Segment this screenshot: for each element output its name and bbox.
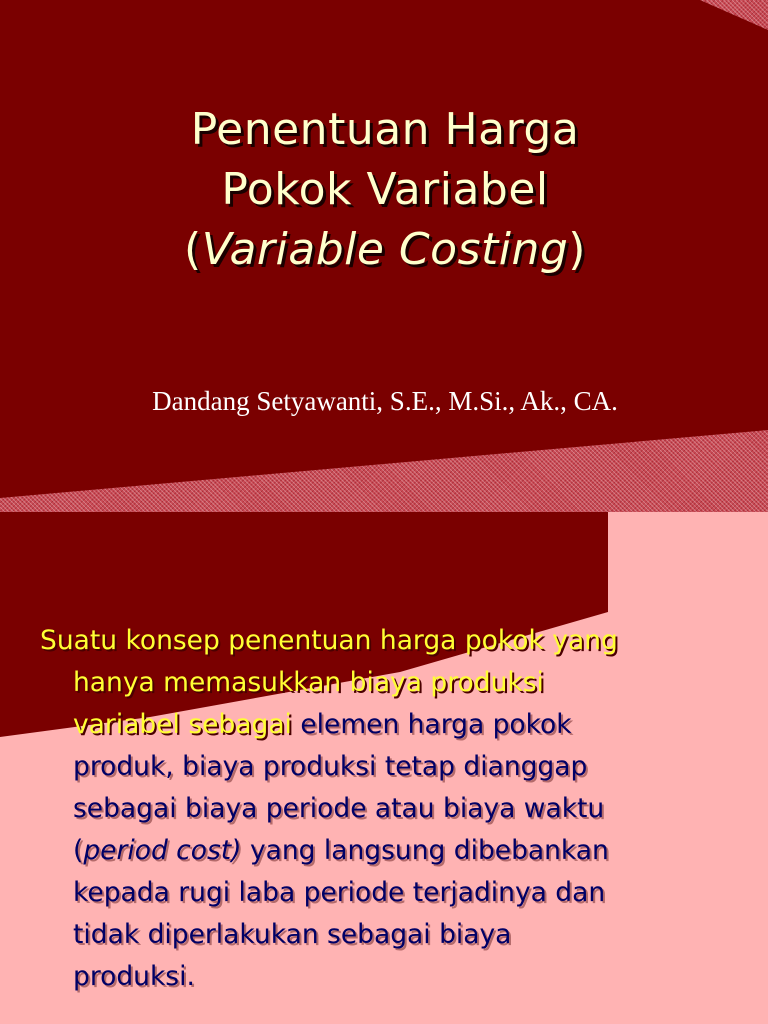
title-line-3-open: ( bbox=[184, 224, 202, 275]
body-line-3-rest: elemen harga pokok bbox=[291, 709, 572, 740]
body-line-4: produk, biaya produksi tetap dianggap bbox=[73, 751, 588, 782]
body-line-6-italic: period cost) bbox=[83, 835, 242, 866]
body-line-7: kepada rugi laba periode terjadinya dan bbox=[73, 877, 606, 908]
body-line-9: produksi. bbox=[73, 961, 195, 992]
body-line-6-open: ( bbox=[73, 835, 84, 866]
definition-slide bbox=[0, 512, 768, 1024]
body-line-2-highlight: hanya memasukkan biaya produksi bbox=[73, 667, 544, 698]
slide-title bbox=[60, 100, 710, 280]
body-line-5: sebagai biaya periode atau biaya waktu bbox=[73, 793, 605, 824]
body-line-1-highlight: Suatu konsep penentuan harga pokok bbox=[40, 625, 544, 656]
body-line-1 bbox=[40, 620, 730, 662]
definition-paragraph bbox=[40, 620, 730, 998]
body-line-1-end: yang bbox=[543, 625, 618, 656]
body-line-3 bbox=[40, 704, 730, 746]
body-line-8: tidak diperlakukan sebagai biaya bbox=[73, 919, 512, 950]
title-line-2: Pokok Variabel bbox=[221, 164, 549, 215]
body-line-2 bbox=[40, 662, 730, 704]
title-line-1: Penentuan Harga bbox=[190, 104, 580, 155]
author-name: Dandang Setyawanti, S.E., M.Si., Ak., CA. bbox=[152, 386, 618, 416]
body-line-6 bbox=[40, 830, 730, 872]
body-line-3-highlight: variabel sebagai bbox=[73, 709, 292, 740]
title-line-3-italic: Variable Costing bbox=[201, 224, 569, 275]
body-line-6-rest: yang langsung dibebankan bbox=[241, 835, 609, 866]
title-line-3-close: ) bbox=[568, 224, 586, 275]
